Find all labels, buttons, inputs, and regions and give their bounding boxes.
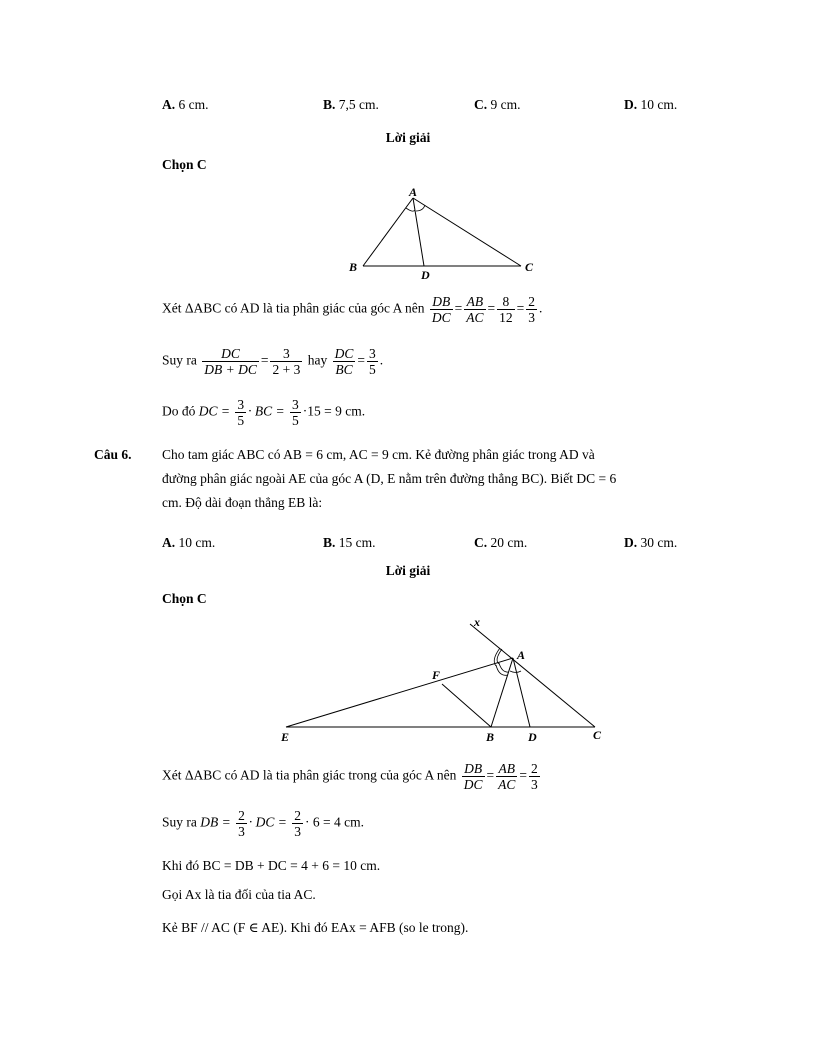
q6-solution-line4: Gọi Ax là tia đối của tia AC. <box>162 887 316 902</box>
label-d: D <box>421 268 430 282</box>
q5-triangle-figure <box>340 185 540 285</box>
label-a: A <box>409 185 418 199</box>
q6-option-b: B. 15 cm. <box>323 535 376 550</box>
label-a: A <box>517 648 526 662</box>
q6-option-c: C. 20 cm. <box>474 535 528 550</box>
q6-option-a: A. 10 cm. <box>162 535 216 550</box>
q5-solution-line3: Do đó DC = $\frac{3}{5}$ · BC = $\frac{3}{5}$ ·15 = 9 cm. <box>162 397 366 428</box>
q6-question-text: Cho tam giác ABC có AB = 6 cm, AC = 9 cm. Kẻ đường phân giác trong AD và đường phân giác ngoài AE của góc A (D, E nằm trên đường thẳng BC). Biết DC = 6 cm. Độ dài đoạn thẳng EB là: <box>162 447 617 510</box>
q5-option-c: C. 9 cm. <box>474 97 521 112</box>
q6-label: Câu 6. <box>94 447 132 462</box>
q5-option-d: D. 10 cm. <box>624 97 678 112</box>
q6-solution-line1: Xét ΔABC có AD là tia phân giác trong của góc A nên $\frac{DB}{DC}$ = $\frac{AB}{AC}$ = $\frac{2}{3}$ <box>162 761 538 792</box>
q6-option-d: D. 30 cm. <box>624 535 678 550</box>
q5-option-b: B. 7,5 cm. <box>323 97 379 112</box>
q6-solution-line5: Kẻ BF // AC (F ∈ AE). Khi đó EAx = AFB (so le trong). <box>162 920 469 935</box>
label-e: E <box>281 730 290 744</box>
label-c: C <box>525 260 534 274</box>
q5-solution-heading: Lời giải <box>385 130 431 145</box>
q5-solution-line2: Suy ra $\frac{DC}{DB + DC}$ = $\frac{3}{2 + 3}$ hay $\frac{DC}{BC}$ = $\frac{3}{5}$ . <box>162 346 384 377</box>
label-c: C <box>593 728 602 742</box>
label-f: F <box>432 668 441 682</box>
q5-solution-line1: Xét ΔABC có AD là tia phân giác của góc A nên $\frac{DB}{DC}$ = $\frac{AB}{AC}$ = $\frac{8}{12}$ = $\frac{2}{3}$ . <box>162 294 543 325</box>
label-b: B <box>349 260 358 274</box>
q6-triangle-figure <box>270 612 620 747</box>
label-x: x <box>474 615 480 629</box>
q6-solution-heading: Lời giải <box>385 563 431 578</box>
q5-option-a: A. 6 cm. <box>162 97 209 112</box>
q6-choice: Chọn C <box>162 591 207 606</box>
label-d: D <box>528 730 537 744</box>
q6-solution-line3: Khi đó BC = DB + DC = 4 + 6 = 10 cm. <box>162 858 381 873</box>
label-b: B <box>486 730 495 744</box>
q6-solution-line2: Suy ra DB = $\frac{2}{3}$ · DC = $\frac{2}{3}$ · 6 = 4 cm. <box>162 808 364 839</box>
q5-choice: Chọn C <box>162 157 207 172</box>
